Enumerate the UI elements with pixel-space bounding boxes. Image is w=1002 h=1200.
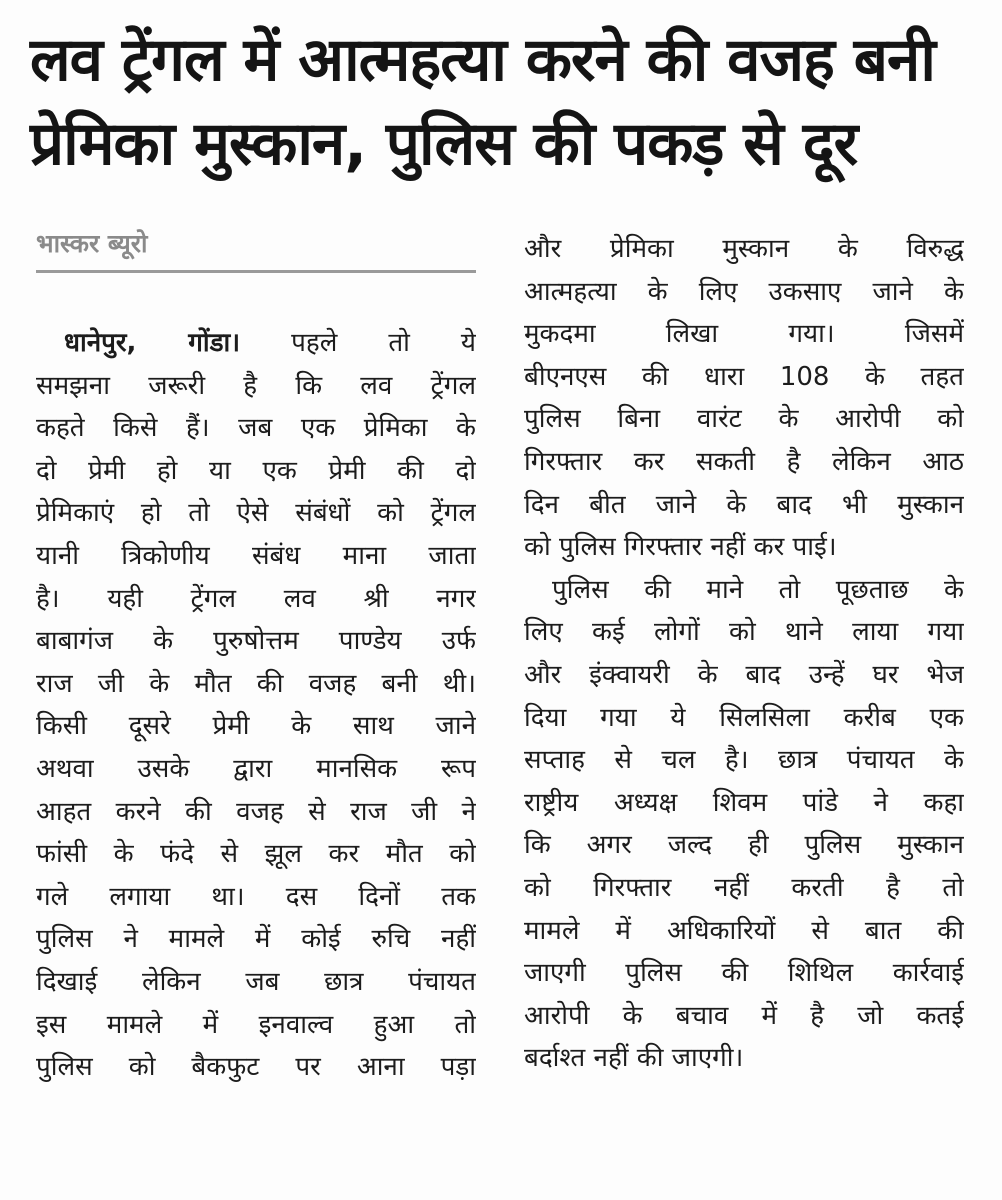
article-line: बीएनएस की धारा 108 के तहत xyxy=(524,361,964,392)
article-line: पुलिस ने मामले में कोई रुचि नहीं xyxy=(36,924,476,955)
article-line: आरोपी के बचाव में है जो कतई xyxy=(524,1000,964,1031)
article-line: दो प्रेमी हो या एक प्रेमी की दो xyxy=(36,455,476,486)
article-line: फांसी के फंदे से झूल कर मौत को xyxy=(36,839,476,870)
article-line: बाबागंज के पुरुषोत्तम पाण्डेय उर्फ xyxy=(36,626,476,657)
article-line: गिरफ्तार कर सकती है लेकिन आठ xyxy=(524,446,964,477)
article-line: राष्ट्रीय अध्यक्ष शिवम पांडे ने कहा xyxy=(524,787,964,818)
article-line: कहते किसे हैं। जब एक प्रेमिका के xyxy=(36,413,476,444)
article-line: मामले में अधिकारियों से बात की xyxy=(524,915,964,946)
article-line: समझना जरूरी है कि लव ट्रेंगल xyxy=(36,370,476,401)
article-line: है। यही ट्रेंगल लव श्री नगर xyxy=(36,583,476,614)
article-line: राज जी के मौत की वजह बनी थी। xyxy=(36,668,476,699)
byline: भास्कर ब्यूरो xyxy=(36,226,476,273)
article-line: यानी त्रिकोणीय संबंध माना जाता xyxy=(36,540,476,571)
article-line: बर्दाश्त नहीं की जाएगी। xyxy=(524,1043,744,1074)
article-line: दिया गया ये सिलसिला करीब एक xyxy=(524,702,964,733)
article-line: को गिरफ्तार नहीं करती है तो xyxy=(524,872,964,903)
article-line: अथवा उसके द्वारा मानसिक रूप xyxy=(36,753,476,784)
article-line: आत्महत्या के लिए उकसाए जाने के xyxy=(524,276,964,307)
article-line: पुलिस बिना वारंट के आरोपी को xyxy=(524,404,964,435)
article-line: सप्ताह से चल है। छात्र पंचायत के xyxy=(524,745,964,776)
article-line: पुलिस को बैकफुट पर आना पड़ा xyxy=(36,1052,476,1083)
article-line: कि अगर जल्द ही पुलिस मुस्कान xyxy=(524,830,964,861)
article-line: पुलिस की माने तो पूछताछ के xyxy=(552,574,964,605)
article-line: और प्रेमिका मुस्कान के विरुद्ध xyxy=(524,234,964,264)
article-line xyxy=(36,322,476,365)
article-line: आहत करने की वजह से राज जी ने xyxy=(36,796,476,827)
article-line: लिए कई लोगों को थाने लाया गया xyxy=(524,617,964,648)
headline xyxy=(30,18,980,186)
article-line: और इंक्वायरी के बाद उन्हें घर भेज xyxy=(524,659,964,690)
headline-line-2: प्रेमिका मुस्कान, पुलिस की पकड़ से दूर xyxy=(30,109,858,179)
article-line: मुकदमा लिखा गया। जिसमें xyxy=(524,319,964,350)
headline-line-1: लव ट्रेंगल में आत्महत्या करने की वजह बनी xyxy=(30,25,935,95)
article-line: दिखाई लेकिन जब छात्र पंचायत xyxy=(36,966,476,997)
article-column-left xyxy=(36,322,476,1089)
article-line: दिन बीत जाने के बाद भी मुस्कान xyxy=(524,489,964,520)
article-line-text: पहले तो ये xyxy=(240,328,476,358)
article-line: जाएगी पुलिस की शिथिल कार्रवाई xyxy=(524,958,964,989)
article-line: गले लगाया था। दस दिनों तक xyxy=(36,881,476,912)
article-line: किसी दूसरे प्रेमी के साथ जाने xyxy=(36,711,476,742)
article-column-right xyxy=(524,228,964,1080)
article-line: को पुलिस गिरफ्तार नहीं कर पाई। xyxy=(524,532,837,563)
article-line: प्रेमिकाएं हो तो ऐसे संबंधों को ट्रेंगल xyxy=(36,498,476,529)
dateline: धानेपुर, गोंडा। xyxy=(64,328,241,358)
article-line: इस मामले में इनवाल्व हुआ तो xyxy=(36,1009,476,1040)
